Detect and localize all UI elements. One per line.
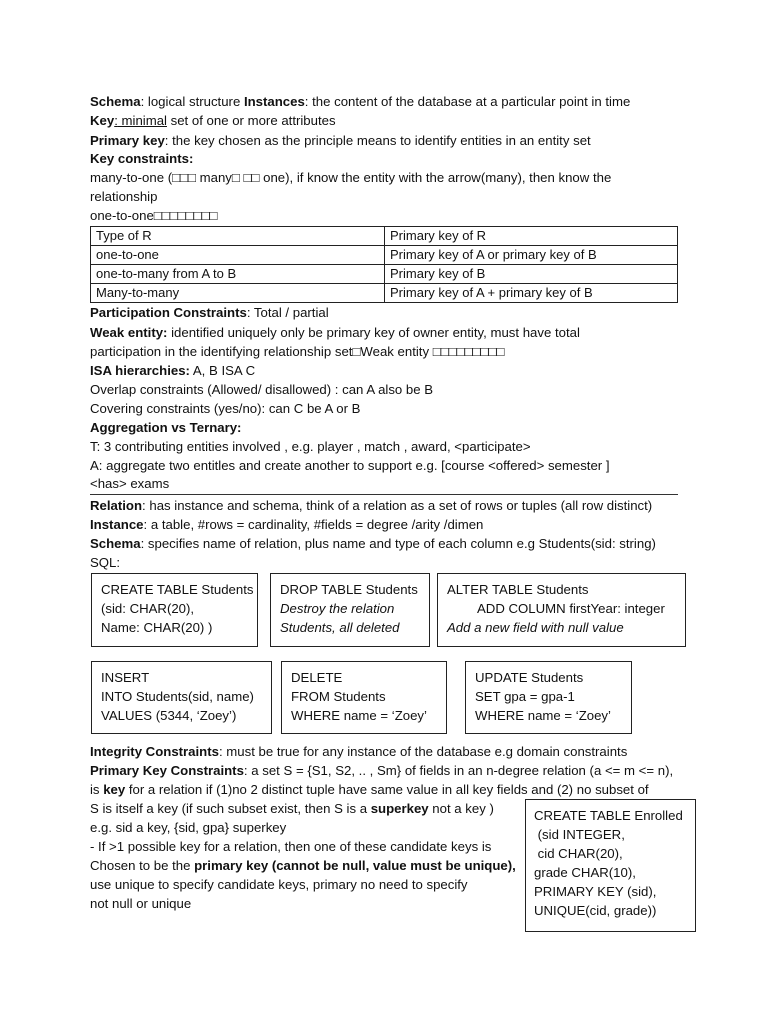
schema-line — [90, 93, 630, 111]
subset-line — [90, 800, 494, 818]
box-line: FROM Students — [291, 689, 386, 704]
key-constraints-heading: Key constraints: — [90, 151, 194, 166]
create-enrolled-box — [525, 799, 696, 932]
term-key-bold: key — [103, 782, 126, 797]
table-header-cell: Type of R — [91, 227, 385, 246]
sql-label: SQL: — [90, 555, 121, 570]
term-superkey: superkey — [370, 801, 429, 816]
primary-key-definition: : the key chosen as the principle means to identify entities in an entity set — [164, 133, 591, 148]
weak-entity-line — [90, 324, 580, 342]
term-integrity: Integrity Constraints — [90, 744, 219, 759]
schema-relation-definition: : specifies name of relation, plus name and type of each column e.g Students(sid: string) — [140, 536, 656, 551]
box-line: Add a new field with null value — [447, 620, 624, 635]
text-fragment: for a relation if (1)no 2 distinct tuple have same value in all key fields and (2) no subset of — [125, 782, 649, 797]
update-box — [465, 661, 632, 734]
key-minimal: minimal — [117, 113, 167, 128]
box-line: VALUES (5344, ‘Zoey’) — [101, 708, 237, 723]
box-line: (sid INTEGER, — [534, 827, 625, 842]
participation-line — [90, 304, 329, 322]
instance-line — [90, 516, 483, 534]
key-line — [90, 112, 336, 130]
box-line: ADD COLUMN firstYear: integer — [477, 601, 665, 616]
table-cell: Primary key of B — [385, 265, 678, 284]
aggregation-heading: Aggregation vs Ternary: — [90, 420, 242, 435]
section-divider — [90, 494, 678, 495]
box-line: Destroy the relation — [280, 601, 395, 616]
pk-constraints-definition: : a set S = {S1, S2, .. , Sm} of fields in an n-degree relation (a <= m <= n), — [243, 763, 674, 778]
table-row — [91, 265, 678, 284]
weak-entity-definition: identified uniquely only be primary key of owner entity, must have total — [167, 325, 580, 340]
box-line: CREATE TABLE Students — [101, 582, 254, 597]
schema-relation-line — [90, 535, 656, 553]
table-cell: Many-to-many — [91, 284, 385, 303]
unique-line: use unique to specify candidate keys, primary no need to specify — [90, 877, 468, 892]
chosen-primary-key-line — [90, 857, 516, 875]
key-definition: set of one or more attributes — [166, 113, 336, 128]
term-instances: Instances — [243, 94, 305, 109]
table-row — [91, 284, 678, 303]
box-line: grade CHAR(10), — [534, 865, 636, 880]
key-definition-line — [90, 781, 649, 799]
box-line: INTO Students(sid, name) — [101, 689, 254, 704]
relationship-key-table — [90, 226, 678, 303]
insert-box — [91, 661, 272, 734]
candidate-keys-line: - If >1 possible key for a relation, then one of these candidate keys is — [90, 839, 492, 854]
relation-line — [90, 497, 652, 515]
overlap-line: Overlap constraints (Allowed/ disallowed) : can A also be B — [90, 382, 434, 397]
delete-box — [281, 661, 447, 734]
covering-line: Covering constraints (yes/no): can C be A or B — [90, 401, 361, 416]
many-to-one-line-2: relationship — [90, 189, 158, 204]
relation-definition: : has instance and schema, think of a relation as a set of rows or tuples (all row distinct) — [142, 498, 653, 513]
text-fragment: not a key ) — [428, 801, 494, 816]
term-primary-key: Primary key — [90, 133, 165, 148]
table-header-row — [91, 227, 678, 246]
table-cell: one-to-many from A to B — [91, 265, 385, 284]
box-line: DELETE — [291, 670, 343, 685]
box-line: INSERT — [101, 670, 150, 685]
drop-table-box — [270, 573, 430, 647]
isa-line — [90, 362, 255, 380]
table-cell: Primary key of A + primary key of B — [385, 284, 678, 303]
box-line: SET gpa = gpa-1 — [475, 689, 575, 704]
box-line: WHERE name = ‘Zoey’ — [475, 708, 611, 723]
instances-definition: : the content of the database at a particular point in time — [304, 94, 631, 109]
text-fragment: S is itself a key (if such subset exist, then S is a — [90, 801, 371, 816]
ternary-line: T: 3 contributing entities involved , e.g. player , match , award, <participate> — [90, 439, 531, 454]
alter-table-box — [437, 573, 686, 647]
example-line: e.g. sid a key, {sid, gpa} superkey — [90, 820, 287, 835]
box-line: PRIMARY KEY (sid), — [534, 884, 657, 899]
pk-constraints-line — [90, 762, 673, 780]
table-row — [91, 246, 678, 265]
primary-key-line — [90, 132, 591, 150]
integrity-line — [90, 743, 627, 761]
create-table-box — [91, 573, 258, 647]
many-to-one-line: many-to-one (□□□ many□ □□ one), if know the entity with the arrow(many), then know the — [90, 170, 612, 185]
aggregate-line-2: <has> exams — [90, 476, 170, 491]
term-participation: Participation Constraints — [90, 305, 247, 320]
weak-entity-line-2: participation in the identifying relationship set□Weak entity □□□□□□□□□ — [90, 344, 505, 359]
box-line: WHERE name = ‘Zoey’ — [291, 708, 427, 723]
instance-definition: : a table, #rows = cardinality, #fields = degree /arity /dimen — [143, 517, 484, 532]
box-line: CREATE TABLE Enrolled — [534, 808, 683, 823]
box-line: Name: CHAR(20) ) — [101, 620, 213, 635]
box-line: UPDATE Students — [475, 670, 584, 685]
table-header-cell: Primary key of R — [385, 227, 678, 246]
box-line: DROP TABLE Students — [280, 582, 418, 597]
one-to-one-line: one-to-one□□□□□□□□ — [90, 208, 218, 223]
text-fragment: is — [90, 782, 104, 797]
not-null-line: not null or unique — [90, 896, 192, 911]
primary-key-rule: primary key (cannot be null, value must be unique), — [194, 858, 516, 873]
table-cell: one-to-one — [91, 246, 385, 265]
term-schema: Schema — [90, 94, 141, 109]
text-fragment: Chosen to be the — [90, 858, 195, 873]
schema-definition: : logical structure — [140, 94, 244, 109]
term-pk-constraints: Primary Key Constraints — [90, 763, 244, 778]
box-line: (sid: CHAR(20), — [101, 601, 195, 616]
key-colon: : — [114, 113, 118, 128]
isa-definition: A, B ISA C — [189, 363, 256, 378]
participation-definition: : Total / partial — [246, 305, 329, 320]
term-key: Key — [90, 113, 115, 128]
box-line: UNIQUE(cid, grade)) — [534, 903, 657, 918]
box-line: cid CHAR(20), — [534, 846, 623, 861]
integrity-definition: : must be true for any instance of the database e.g domain constraints — [218, 744, 628, 759]
box-line: Students, all deleted — [280, 620, 400, 635]
term-instance: Instance — [90, 517, 144, 532]
term-weak-entity: Weak entity: — [90, 325, 168, 340]
term-isa: ISA hierarchies: — [90, 363, 190, 378]
table-cell: Primary key of A or primary key of B — [385, 246, 678, 265]
aggregate-line: A: aggregate two entitles and create another to support e.g. [course <offered> semester ] — [90, 458, 610, 473]
term-relation: Relation — [90, 498, 143, 513]
box-line: ALTER TABLE Students — [447, 582, 589, 597]
term-schema-relation: Schema — [90, 536, 141, 551]
